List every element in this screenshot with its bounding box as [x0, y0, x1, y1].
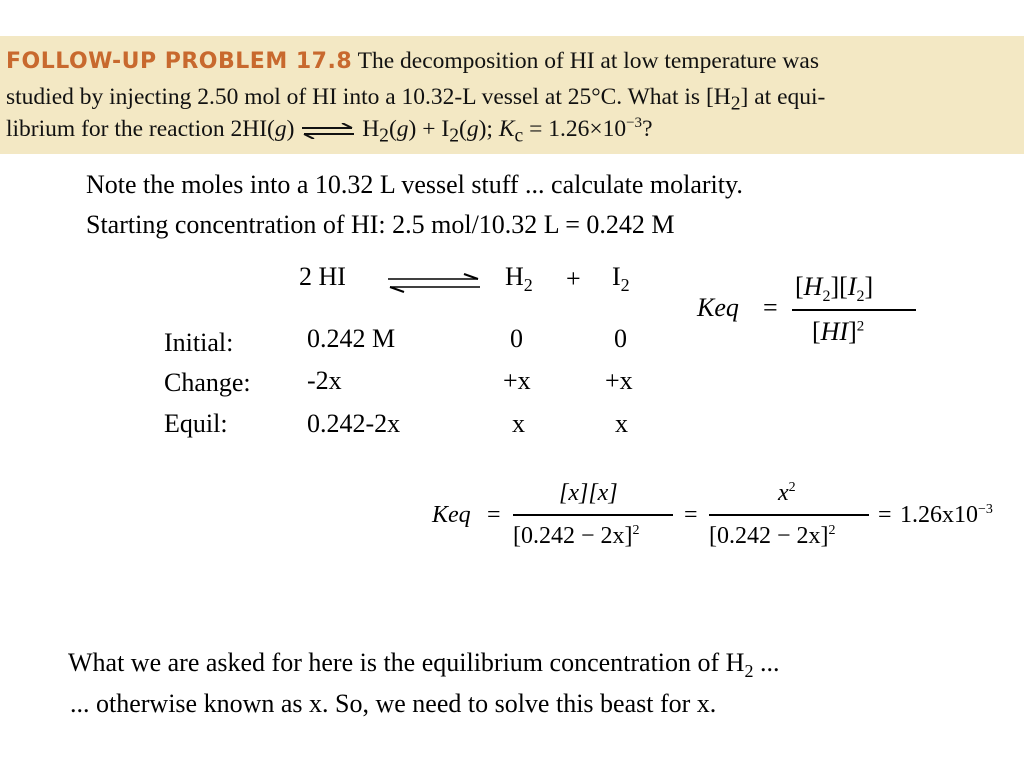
cell-h2-initial: 0: [510, 324, 523, 353]
fraction1-denominator: $[0.242 - 2x]^2$: [513, 523, 640, 549]
solve-equals-3: =: [878, 502, 892, 528]
note-line-1: Note the moles into a 10.32 L vessel stuff ... calculate molarity.: [86, 170, 743, 199]
banner-line-2: studied by injecting 2.50 mol of HI into a 10.32-L vessel at 25°C. What is $[H_2]$ at equi-: [6, 84, 826, 115]
keq-denominator: [HI]$^2$: [812, 317, 865, 346]
row-label-equil: Equil:: [164, 409, 228, 438]
cell-hi-equil: 0.242-2x: [307, 409, 401, 438]
product-i2: $I_2$: [612, 262, 630, 296]
cell-h2-equil: x: [512, 409, 525, 438]
banner-line-1: FOLLOW-UP PROBLEM 17.8 The decomposition of HI at low temperature was: [6, 48, 819, 74]
note-line-2: Starting concentration of HI: 2.5 mol/10.32 L = 0.242 M: [86, 210, 675, 239]
follow-up-label: FOLLOW-UP PROBLEM 17.8: [6, 49, 353, 74]
cell-i2-equil: x: [615, 409, 628, 438]
cell-hi-initial: 0.242 M: [307, 324, 396, 353]
product-h2: $H_2$: [505, 262, 533, 296]
fraction2-numerator: $x^2$: [778, 480, 796, 506]
solve-equals-2: =: [684, 502, 698, 528]
conclusion-line-1: What we are asked for here is the equilibrium concentration of $H_2$ ...: [68, 648, 780, 682]
follow-up-problem-banner: [0, 36, 1024, 154]
keq-fraction-bar: [792, 309, 916, 311]
plus-sign: +: [566, 264, 581, 293]
fraction2-denominator: $[0.242 - 2x]^2$: [709, 523, 836, 549]
fraction1-numerator: [x][x]: [559, 480, 618, 506]
fraction2-bar: [709, 514, 869, 516]
fraction1-bar: [513, 514, 673, 516]
solve-result: $1.26x10^{-3}$: [900, 502, 993, 528]
cell-i2-initial: 0: [614, 324, 627, 353]
keq-label: Keq: [697, 293, 739, 322]
cell-i2-change: +x: [605, 366, 633, 395]
keq-numerator: $[H_2][I_2]$: [795, 272, 874, 306]
equilibrium-arrows-icon: [300, 123, 356, 139]
row-label-initial: Initial:: [164, 328, 234, 357]
cell-h2-change: +x: [503, 366, 531, 395]
solve-equals-1: =: [487, 502, 501, 528]
conclusion-line-2: ... otherwise known as x. So, we need to solve this beast for x.: [70, 689, 717, 718]
equilibrium-arrows-icon: [386, 272, 482, 294]
cell-hi-change: -2x: [307, 366, 342, 395]
solve-keq-label: Keq: [432, 502, 471, 528]
keq-equals: =: [763, 293, 778, 322]
reactant-hi: 2 HI: [299, 262, 346, 291]
row-label-change: Change:: [164, 368, 251, 397]
banner-line-3: librium for the reaction 2HI(g) $H_2(g) + I_2(g)$; $K_c = 1.26\times 10^{-3}$?: [6, 115, 653, 147]
